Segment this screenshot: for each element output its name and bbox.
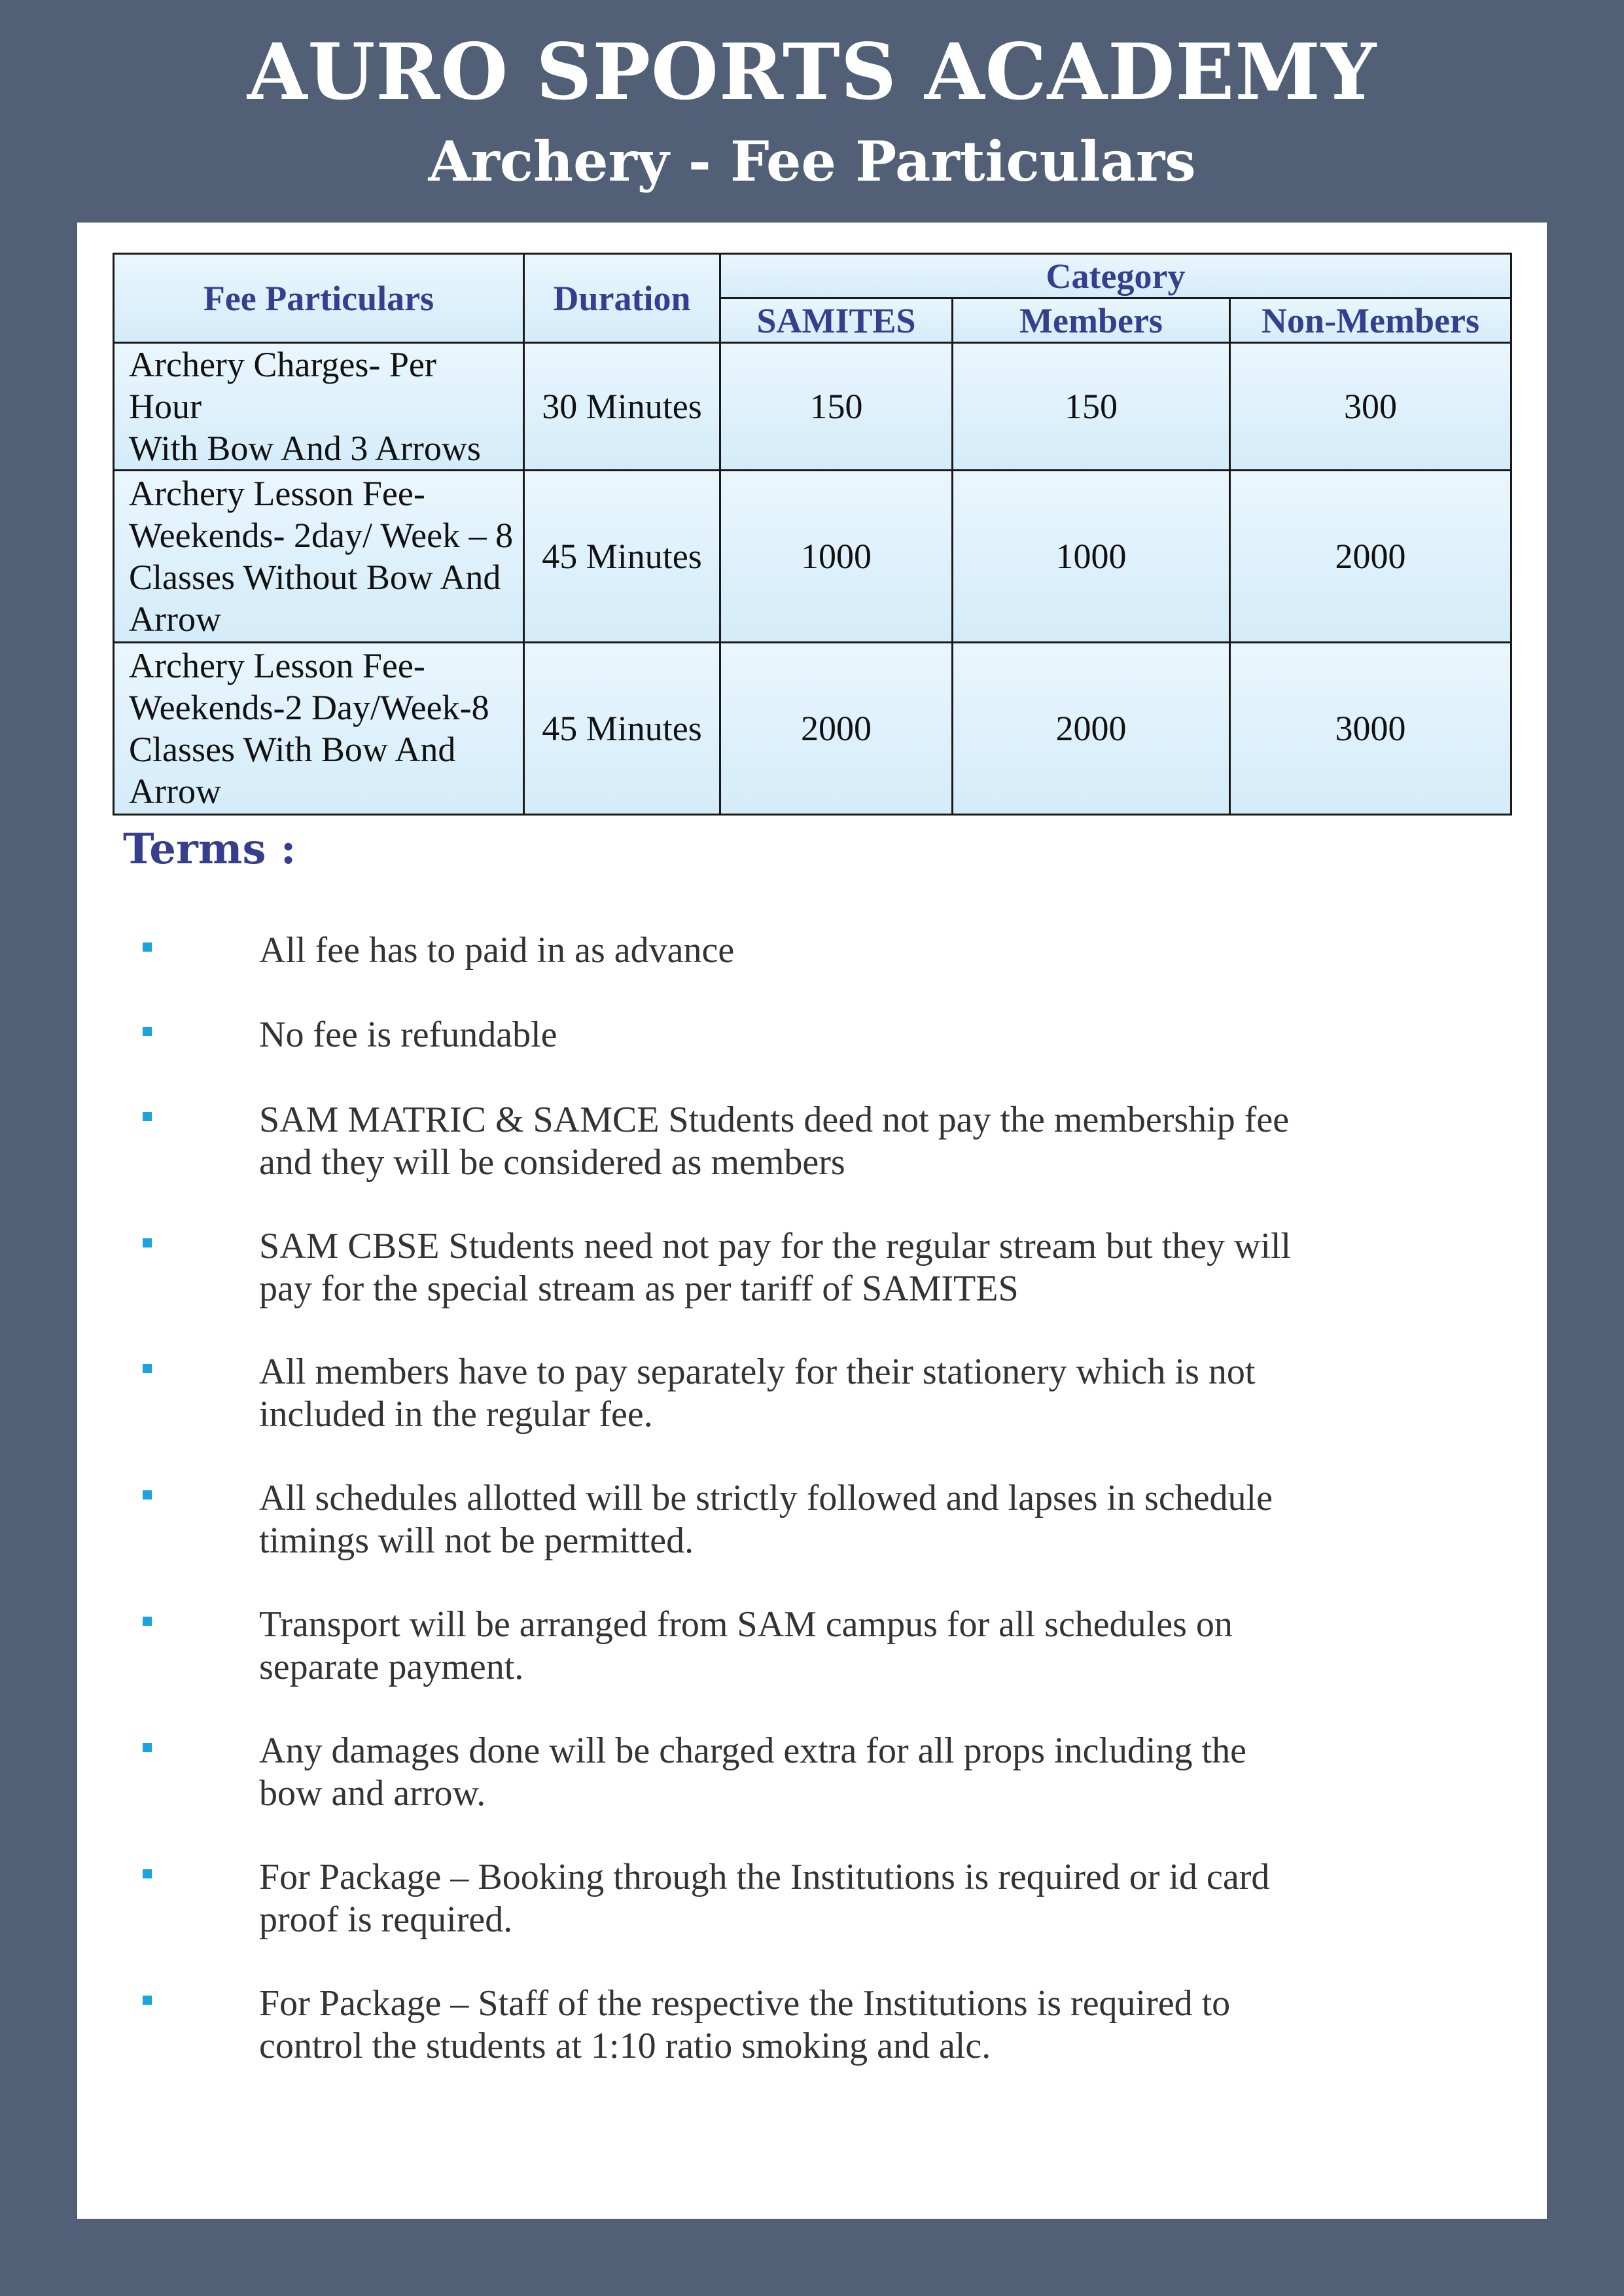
- table-row: [114, 471, 1511, 643]
- term-line: separate payment.: [259, 1647, 524, 1687]
- description-line: Classes With Bow And: [129, 730, 456, 769]
- term-line: included in the regular fee.: [259, 1394, 653, 1435]
- term-line: SAM MATRIC & SAMCE Students deed not pay the membership fee: [259, 1100, 1290, 1140]
- samites-fee-cell: 1000: [720, 471, 953, 643]
- members-fee-cell: 1000: [953, 471, 1230, 643]
- description-line: Archery Lesson Fee-: [129, 646, 425, 685]
- members-fee-cell: 150: [953, 343, 1230, 471]
- table-row: [114, 643, 1511, 815]
- duration-cell: 45 Minutes: [524, 643, 720, 815]
- non-members-fee-cell: 3000: [1230, 643, 1511, 815]
- term-line: control the students at 1:10 ratio smoking and alc.: [259, 2026, 991, 2066]
- fee-description: [114, 471, 524, 643]
- samites-fee-cell: 2000: [720, 643, 953, 815]
- fee-description: [114, 643, 524, 815]
- description-line: Weekends- 2day/ Week – 8: [129, 516, 514, 555]
- terms-heading: Terms :: [123, 825, 296, 874]
- bullet-icon: [143, 942, 152, 952]
- description-line: Archery Lesson Fee-: [129, 474, 425, 513]
- term-text: [259, 1982, 1450, 2068]
- bullet-icon: [143, 1617, 152, 1626]
- term-line: pay for the special stream as per tariff of SAMITES: [259, 1268, 1019, 1309]
- fee-table: [113, 253, 1512, 816]
- term-line: Any damages done will be charged extra for all props including the: [259, 1731, 1246, 1771]
- term-line: All schedules allotted will be strictly followed and lapses in schedule: [259, 1478, 1273, 1518]
- bullet-icon: [143, 1743, 152, 1752]
- term-line: For Package – Staff of the respective the Institutions is required to: [259, 1983, 1231, 2024]
- page-title: AURO SPORTS ACADEMY: [247, 26, 1377, 117]
- non-members-fee-cell: 2000: [1230, 471, 1511, 643]
- description-line: Arrow: [129, 600, 221, 639]
- content-panel: [77, 223, 1547, 2219]
- term-text: [259, 929, 1450, 972]
- header-fee-particulars: Fee Particulars: [114, 254, 524, 343]
- description-line: With Bow And 3 Arrows: [129, 429, 481, 468]
- bullet-icon: [143, 1869, 152, 1878]
- term-line: No fee is refundable: [259, 1014, 557, 1055]
- description-line: Classes Without Bow And: [129, 558, 501, 597]
- samites-fee-cell: 150: [720, 343, 953, 471]
- term-text: [259, 1604, 1450, 1689]
- description-line: Archery Charges- Per Hour: [129, 345, 436, 426]
- duration-cell: 45 Minutes: [524, 471, 720, 643]
- header-non-members: Non-Members: [1230, 298, 1511, 343]
- term-line: Transport will be arranged from SAM campus for all schedules on: [259, 1604, 1233, 1645]
- duration-cell: 30 Minutes: [524, 343, 720, 471]
- header-members: Members: [953, 298, 1230, 343]
- term-text: [259, 1014, 1450, 1056]
- term-line: All members have to pay separately for their stationery which is not: [259, 1352, 1256, 1392]
- term-line: For Package – Booking through the Institutions is required or id card: [259, 1857, 1270, 1897]
- bullet-icon: [143, 1364, 152, 1373]
- description-line: Weekends-2 Day/Week-8: [129, 688, 489, 727]
- fee-description: [114, 343, 524, 471]
- term-text: [259, 1225, 1450, 1310]
- bullet-icon: [143, 1996, 152, 2005]
- term-line: and they will be considered as members: [259, 1142, 845, 1183]
- term-line: SAM CBSE Students need not pay for the regular stream but they will: [259, 1226, 1292, 1266]
- table-row: [114, 343, 1511, 471]
- bullet-icon: [143, 1490, 152, 1499]
- term-text: [259, 1351, 1450, 1436]
- non-members-fee-cell: 300: [1230, 343, 1511, 471]
- header-category: Category: [720, 254, 1511, 298]
- header-samites: SAMITES: [720, 298, 953, 343]
- description-line: Arrow: [129, 772, 221, 811]
- header-duration: Duration: [524, 254, 720, 343]
- bullet-icon: [143, 1238, 152, 1247]
- bullet-icon: [143, 1027, 152, 1036]
- header: [0, 0, 1624, 223]
- term-text: [259, 1477, 1450, 1562]
- term-line: bow and arrow.: [259, 1773, 486, 1814]
- term-line: proof is required.: [259, 1899, 513, 1940]
- members-fee-cell: 2000: [953, 643, 1230, 815]
- bullet-icon: [143, 1112, 152, 1121]
- term-line: timings will not be permitted.: [259, 1520, 694, 1561]
- term-text: [259, 1730, 1450, 1815]
- term-line: All fee has to paid in as advance: [259, 930, 735, 971]
- term-text: [259, 1856, 1450, 1941]
- term-text: [259, 1099, 1450, 1184]
- page-subtitle: Archery - Fee Particulars: [428, 129, 1196, 194]
